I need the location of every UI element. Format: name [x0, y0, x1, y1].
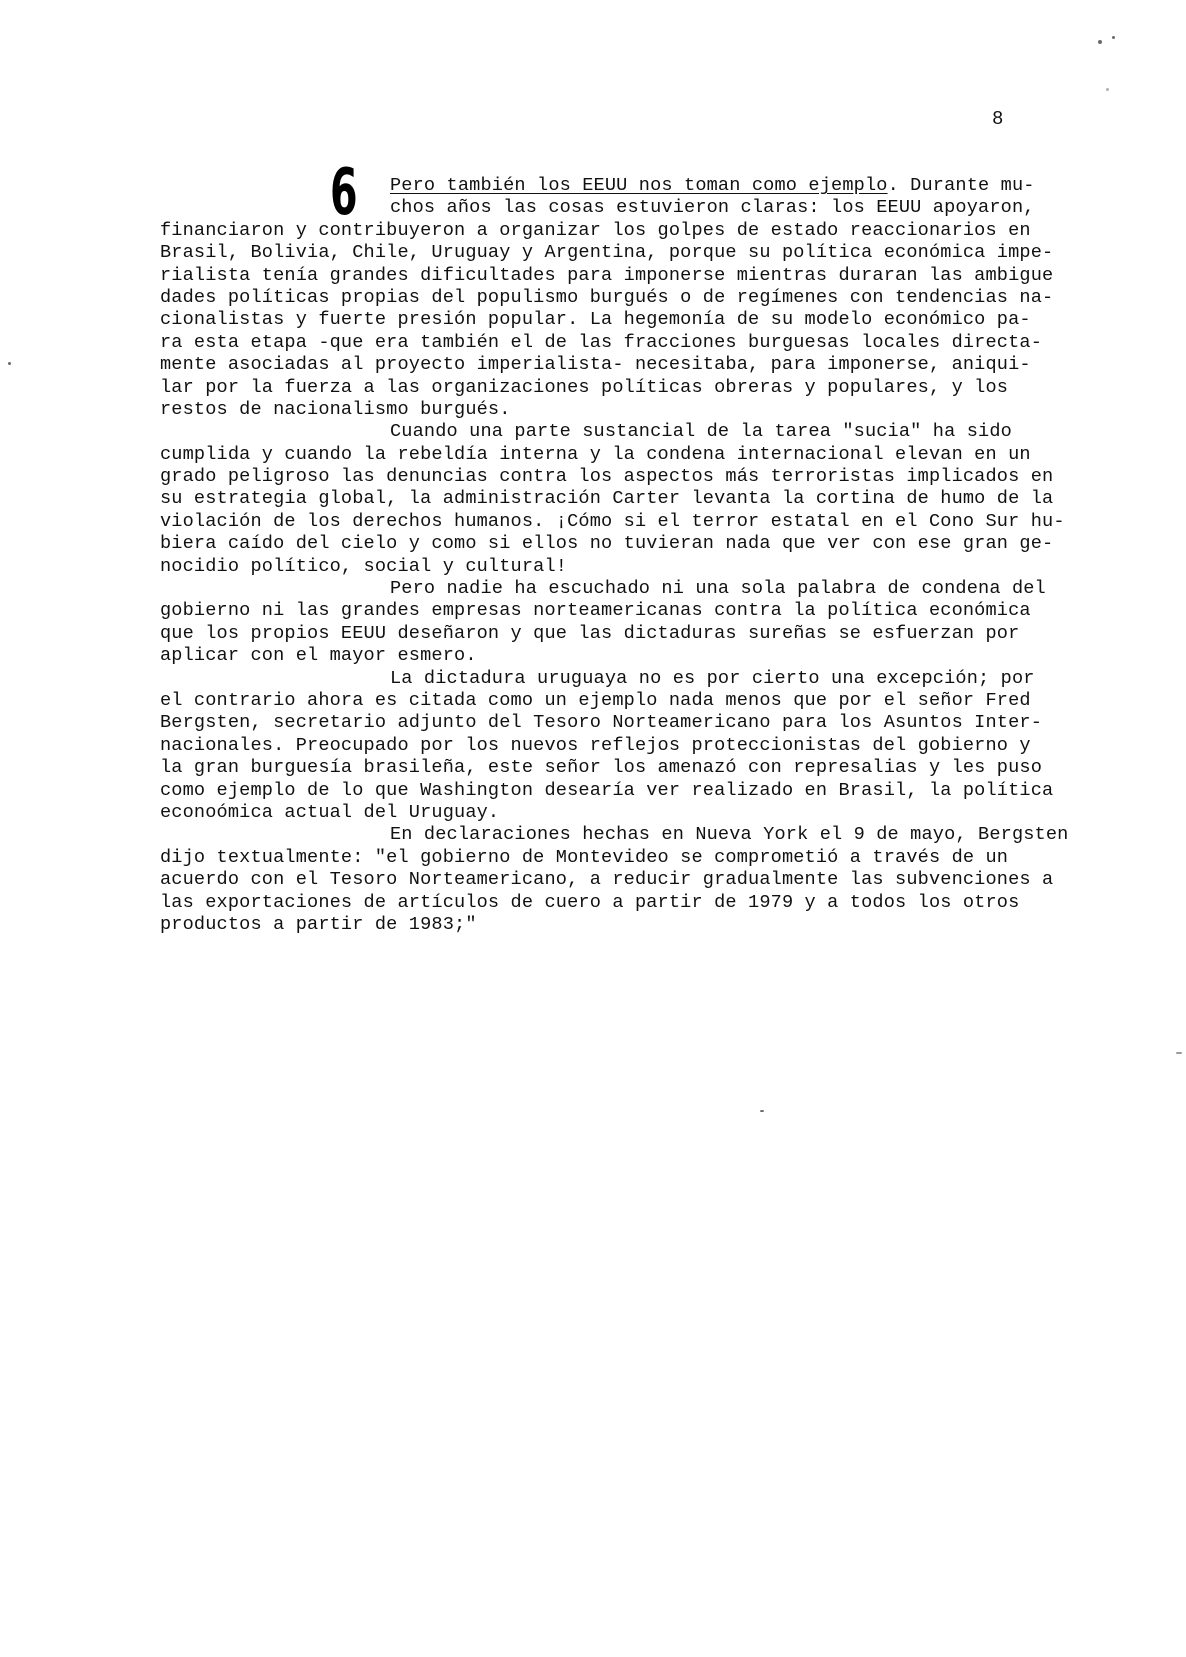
scan-speck [1176, 1052, 1182, 1054]
text-line: econoómica actual del Uruguay. [160, 801, 500, 823]
page-number: 8 [992, 108, 1004, 130]
text-line: dades políticas propias del populismo burgués o de regímenes con tendencias na- [160, 286, 1054, 308]
text-line: En declaraciones hechas en Nueva York el 9 de mayo, Bergsten [390, 824, 1069, 846]
scan-speck [1106, 88, 1109, 91]
text-line: cionalistas y fuerte presión popular. La hegemonía de su modelo económico pa- [160, 309, 1031, 331]
text-line: que los propios EEUU deseñaron y que las dictaduras sureñas se esfuerzan por [160, 622, 1020, 644]
text-line: el contrario ahora es citada como un ejemplo nada menos que por el señor Fred [160, 689, 1031, 711]
text-line: La dictadura uruguaya no es por cierto una excepción; por [390, 667, 1035, 689]
section-heading: Pero también los EEUU nos toman como ejemplo [390, 175, 888, 196]
text-line: restos de nacionalismo burgués. [160, 398, 511, 420]
text-line: como ejemplo de lo que Washington desearía ver realizado en Brasil, la política [160, 779, 1054, 801]
section-number: 6 [330, 156, 358, 230]
text-line: violación de los derechos humanos. ¡Cómo si el terror estatal en el Cono Sur hu- [160, 510, 1065, 532]
text-line: nocidio político, social y cultural! [160, 555, 568, 577]
body-text [160, 175, 1075, 936]
text-line: lar por la fuerza a las organizaciones políticas obreras y populares, y los [160, 376, 1009, 398]
text-line: Cuando una parte sustancial de la tarea "sucia" ha sido [390, 421, 1012, 443]
text-line: grado peligroso las denuncias contra los aspectos más terroristas implicados en [160, 466, 1054, 488]
text-line: dijo textualmente: "el gobierno de Montevideo se comprometió a través de un [160, 846, 1009, 868]
text-line: la gran burguesía brasileña, este señor los amenazó con represalias y les puso [160, 757, 1043, 779]
text-line: biera caído del cielo y como si ellos no tuvieran nada que ver con ese gran ge- [160, 533, 1054, 555]
text-line: ra esta etapa -que era también el de las fracciones burguesas locales directa- [160, 331, 1043, 353]
text-line: cumplida y cuando la rebeldía interna y la condena internacional elevan en un [160, 443, 1031, 465]
text-line: Bergsten, secretario adjunto del Tesoro Norteamericano para los Asuntos Inter- [160, 712, 1043, 734]
text-line: rialista tenía grandes dificultades para imponerse mientras duraran las ambigue [160, 264, 1054, 286]
text-line: Brasil, Bolivia, Chile, Uruguay y Argentina, porque su política económica impe- [160, 242, 1054, 264]
text-line: mente asociadas al proyecto imperialista- necesitaba, para imponerse, aniqui- [160, 354, 1031, 376]
text-line: las exportaciones de artículos de cuero a partir de 1979 y a todos los otros [160, 891, 1020, 913]
text-line: productos a partir de 1983;" [160, 913, 477, 935]
text-line [160, 175, 1075, 197]
scan-speck [8, 362, 11, 365]
text-line: su estrategia global, la administración Carter levanta la cortina de humo de la [160, 488, 1054, 510]
text-line: gobierno ni las grandes empresas norteamericanas contra la política económica [160, 600, 1031, 622]
scan-speck [760, 1110, 764, 1112]
text-line: acuerdo con el Tesoro Norteamericano, a reducir gradualmente las subvenciones a [160, 869, 1054, 891]
scan-speck [1112, 36, 1115, 39]
text-line: chos años las cosas estuvieron claras: los EEUU apoyaron, [390, 197, 1035, 219]
text-line: financiaron y contribuyeron a organizar los golpes de estado reaccionarios en [160, 219, 1031, 241]
scan-speck [1098, 40, 1102, 44]
text-line: aplicar con el mayor esmero. [160, 645, 477, 667]
text-line: Pero nadie ha escuchado ni una sola palabra de condena del [390, 578, 1046, 600]
text-line: nacionales. Preocupado por los nuevos reflejos proteccionistas del gobierno y [160, 734, 1031, 756]
text-line-rest: . Durante mu- [887, 175, 1035, 196]
